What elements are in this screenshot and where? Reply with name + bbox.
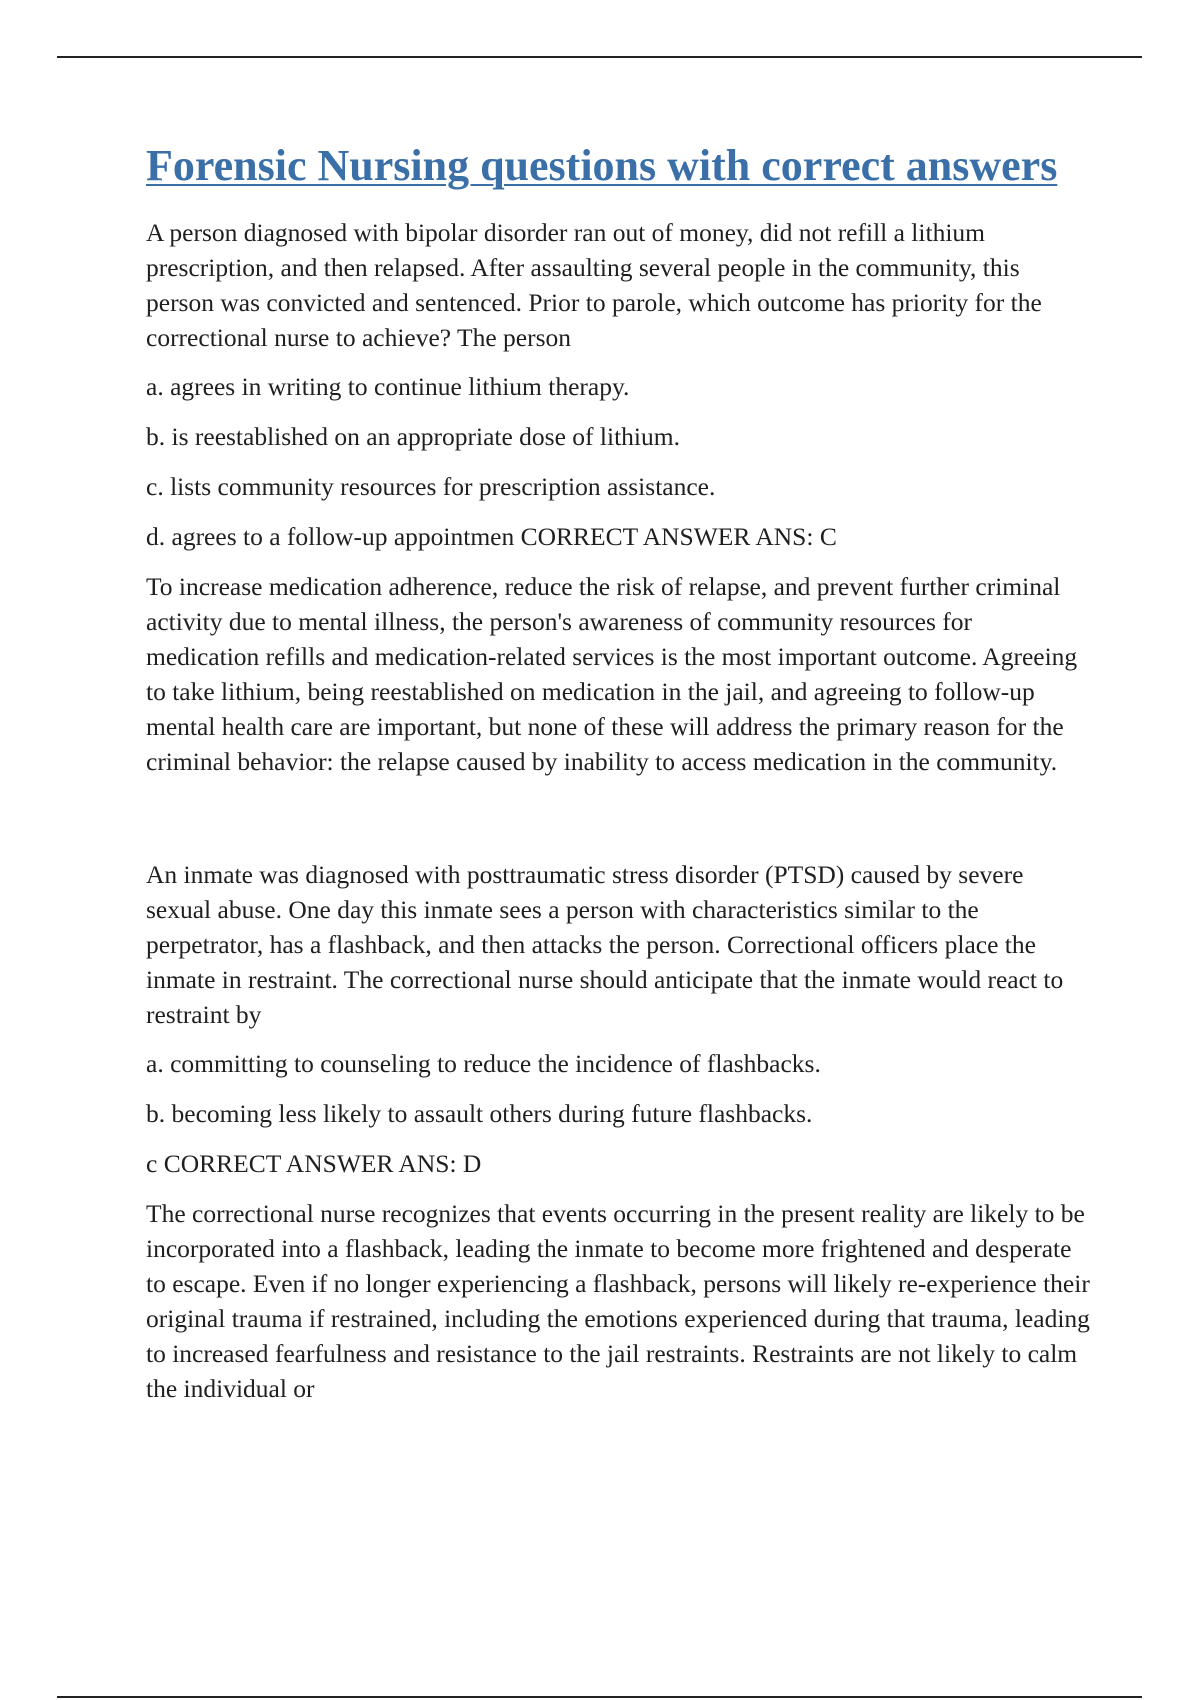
question-stem: A person diagnosed with bipolar disorder ran out of money, did not refill a lithium prescription, and then relapsed. After assaulting several people in the community, this person was convicted and sentenced. Prior to parole, which outcome has priority for the correctional nurse to achieve? The person xyxy=(146,217,1042,352)
bottom-rule xyxy=(57,1696,1142,1698)
answer-option-d-correct-answer: d. agrees to a follow-up appointmen CORRECT ANSWER ANS: C xyxy=(146,521,837,551)
top-rule xyxy=(57,56,1142,58)
question-block-1 xyxy=(146,215,1091,779)
question-block-2 xyxy=(146,857,1091,1406)
question-spacer xyxy=(146,793,1091,857)
answer-option-b: b. is reestablished on an appropriate dose of lithium. xyxy=(146,421,680,451)
answer-option-c: c. lists community resources for prescription assistance. xyxy=(146,471,716,501)
answer-rationale: The correctional nurse recognizes that events occurring in the present reality are likely to be incorporated into a flashback, leading the inmate to become more frightened and desperate to escape. Even if no longer experiencing a flashback, persons will likely re-experience their original trauma if restrained, including the emotions experienced during that trauma, leading to increased fearfulness and resistance to the jail restraints. Restraints are not likely to calm the individual or xyxy=(146,1198,1090,1403)
answer-option-b: b. becoming less likely to assault others during future flashbacks. xyxy=(146,1098,813,1128)
document-page xyxy=(146,140,1091,1420)
answer-option-a: a. agrees in writing to continue lithium therapy. xyxy=(146,371,630,401)
answer-rationale: To increase medication adherence, reduce the risk of relapse, and prevent further criminal activity due to mental illness, the person's awareness of community resources for medication refills and medication-related services is the most important outcome. Agreeing to take lithium, being reestablished on medication in the jail, and agreeing to follow-up mental health care are important, but none of these will address the primary reason for the criminal behavior: the relapse caused by inability to access medication in the community. xyxy=(146,571,1078,776)
answer-option-c-correct-answer: c CORRECT ANSWER ANS: D xyxy=(146,1148,482,1178)
answer-option-a: a. committing to counseling to reduce the incidence of flashbacks. xyxy=(146,1048,821,1078)
document-title: Forensic Nursing questions with correct answers xyxy=(146,141,1058,190)
question-stem: An inmate was diagnosed with posttraumatic stress disorder (PTSD) caused by severe sexual abuse. One day this inmate sees a person with characteristics similar to the perpetrator, has a flashback, and then attacks the person. Correctional officers place the inmate in restraint. The correctional nurse should anticipate that the inmate would react to restraint by xyxy=(146,859,1064,1029)
